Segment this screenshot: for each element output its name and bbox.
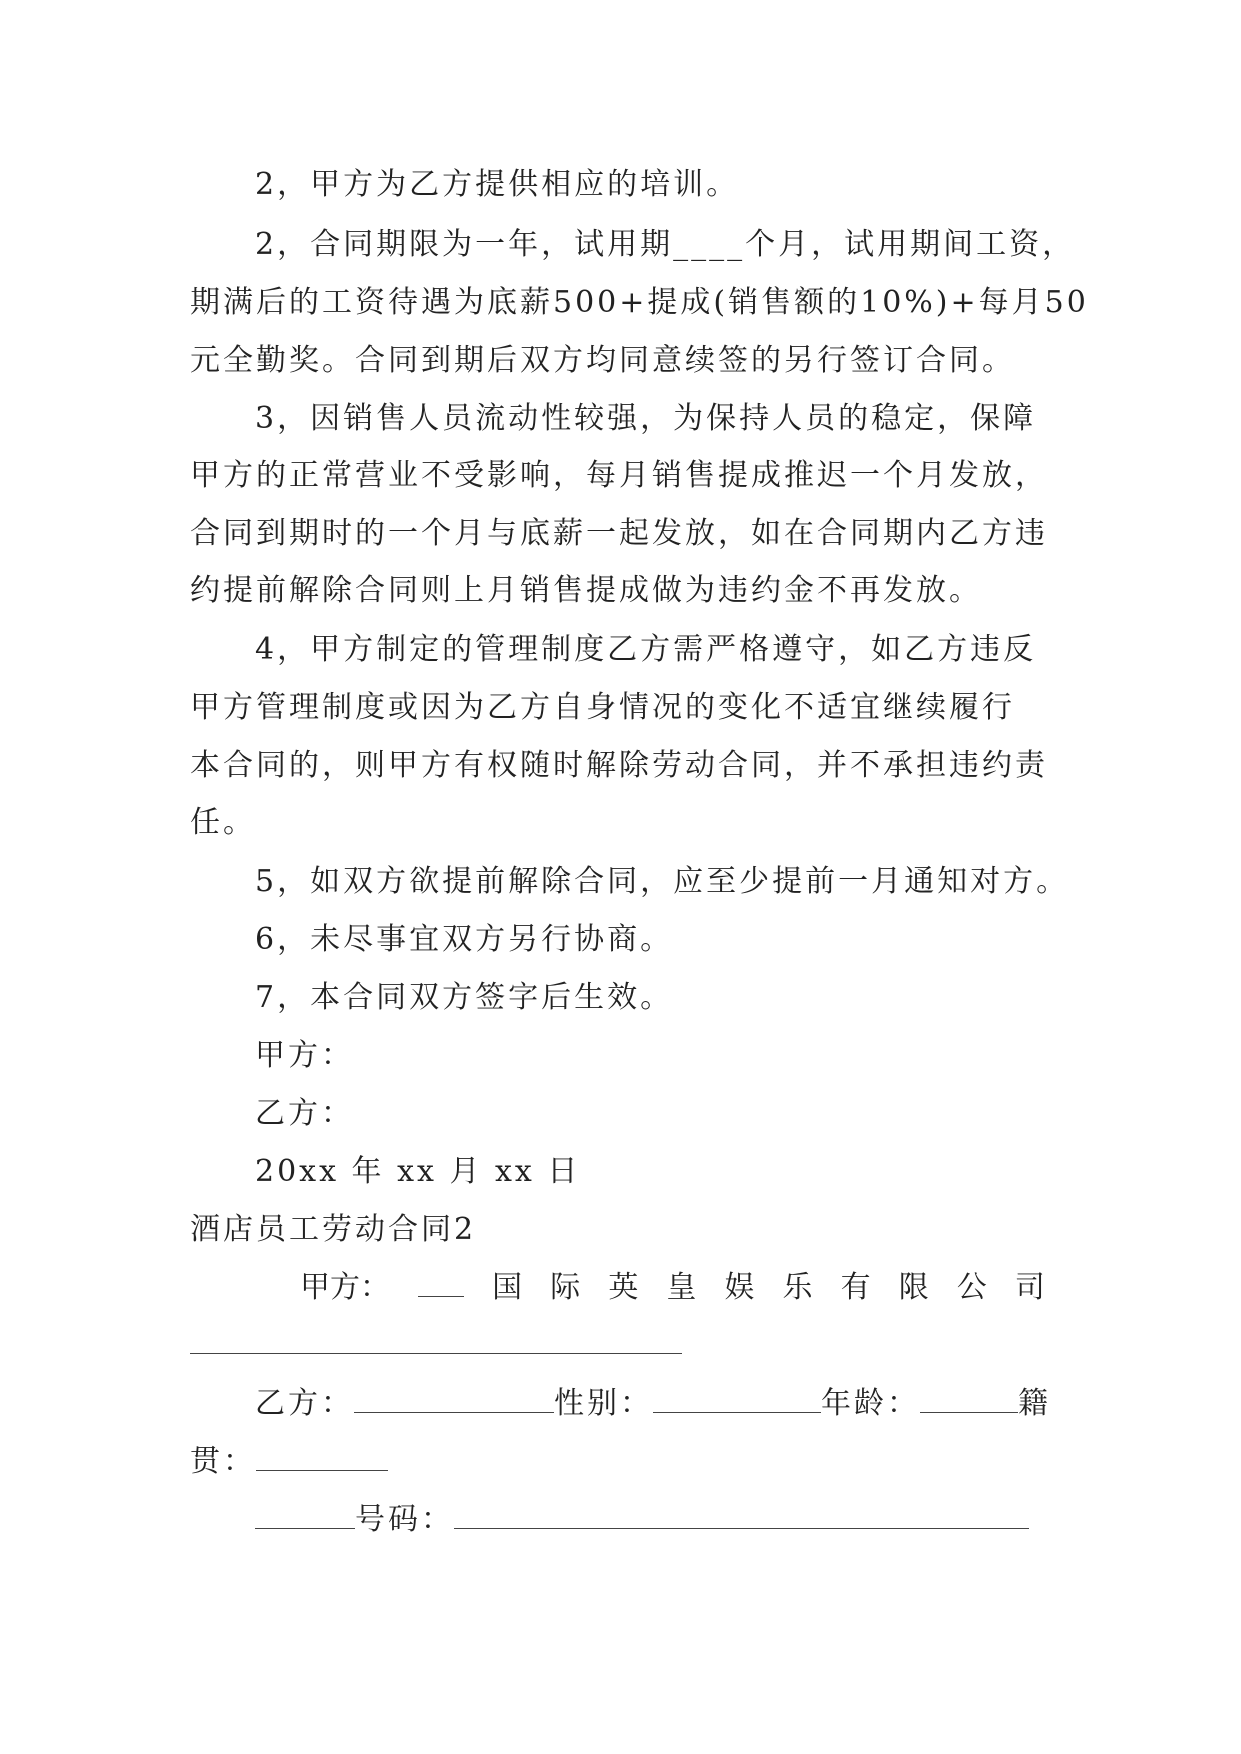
party-b-info-line — [255, 1384, 1051, 1424]
clause-line: 6，未尽事宜双方另行协商。 — [255, 922, 674, 957]
company-char: 娱 — [724, 1270, 755, 1305]
company-char: 皇 — [666, 1270, 697, 1305]
party-a-label: 甲方： — [300, 1270, 390, 1305]
company-char: 限 — [898, 1270, 929, 1305]
party-b-name-field[interactable] — [354, 1384, 554, 1413]
clause-line: 4，甲方制定的管理制度乙方需严格遵守，如乙方违反 — [255, 632, 1037, 667]
party-a-underline[interactable] — [190, 1353, 682, 1354]
party-a-signature-label: 甲方： — [255, 1038, 354, 1073]
gender-label: 性别： — [554, 1386, 653, 1421]
company-char: 英 — [608, 1270, 639, 1305]
clause-line: 7，本合同双方签字后生效。 — [255, 980, 674, 1015]
company-char: 司 — [1014, 1270, 1045, 1305]
clause-line: 任。 — [190, 805, 256, 840]
clause-line: 本合同的，则甲方有权随时解除劳动合同，并不承担违约责 — [190, 748, 1048, 783]
signing-date: 20xx 年 xx 月 xx 日 — [255, 1154, 581, 1189]
id-number-line — [255, 1500, 1029, 1540]
clause-line: 2，甲方为乙方提供相应的培训。 — [255, 167, 740, 202]
clause-line: 约提前解除合同则上月销售提成做为违约金不再发放。 — [190, 573, 982, 608]
age-field[interactable] — [920, 1384, 1018, 1413]
id-type-field[interactable] — [255, 1500, 355, 1529]
clause-line: 5，如双方欲提前解除合同，应至少提前一月通知对方。 — [255, 864, 1070, 899]
clause-line: 甲方管理制度或因为乙方自身情况的变化不适宜继续履行 — [190, 690, 1015, 725]
section-title: 酒店员工劳动合同2 — [190, 1212, 477, 1247]
clause-line: 甲方的正常营业不受影响，每月销售提成推迟一个月发放， — [190, 458, 1048, 493]
native-place-label-1: 籍 — [1018, 1386, 1051, 1421]
clause-line: 元全勤奖。合同到期后双方均同意续签的另行签订合同。 — [190, 343, 1015, 378]
clause-line: 2，合同期限为一年，试用期____个月，试用期间工资， — [255, 227, 1076, 262]
party-b-signature-label: 乙方： — [255, 1096, 354, 1131]
clause-line: 合同到期时的一个月与底薪一起发放，如在合同期内乙方违 — [190, 516, 1048, 551]
company-char: 国 — [492, 1270, 523, 1305]
company-char: 际 — [550, 1270, 581, 1305]
company-char: 乐 — [782, 1270, 813, 1305]
company-char: 有 — [840, 1270, 871, 1305]
id-number-field[interactable] — [454, 1500, 1029, 1529]
age-label: 年龄： — [821, 1386, 920, 1421]
clause-line: 期满后的工资待遇为底薪500+提成(销售额的10%)+每月50 — [190, 285, 1089, 320]
company-char: 公 — [956, 1270, 987, 1305]
gender-field[interactable] — [653, 1384, 821, 1413]
clause-line: 3，因销售人员流动性较强，为保持人员的稳定，保障 — [255, 401, 1037, 436]
native-place-label-2: 贯： — [190, 1444, 256, 1479]
party-a-blank[interactable] — [418, 1268, 464, 1297]
native-place-field[interactable] — [256, 1442, 388, 1471]
party-a-company-line — [300, 1268, 1045, 1308]
number-label: 号码： — [355, 1502, 454, 1537]
native-place-line — [190, 1442, 388, 1482]
party-b-label: 乙方： — [255, 1386, 354, 1421]
